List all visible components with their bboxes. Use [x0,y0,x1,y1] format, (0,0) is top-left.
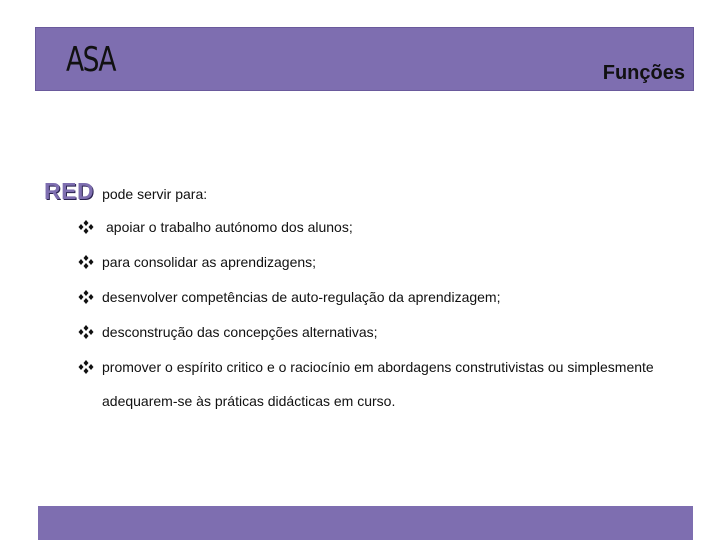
list-item-text: apoiar o trabalho autónomo dos alunos; [106,219,353,235]
list-item-text: para consolidar as aprendizagens; [102,254,317,270]
list-item [44,216,704,238]
page-title: Funções [602,62,685,84]
diamond-cluster-icon [78,220,94,234]
footer-bar [38,506,693,540]
diamond-cluster-icon [78,360,94,374]
header-bar [35,27,694,91]
main-content [44,178,704,431]
list-item [44,321,704,343]
intro-text: pode servir para: [102,186,208,202]
list-item [44,350,704,418]
diamond-cluster-icon [78,255,94,269]
list-item [44,286,704,308]
bullet-list [44,216,704,418]
list-item-text: promover o espírito critico e o raciocínio em abordagens construtivistas ou simplesmente adequarem-se às práticas didácticas em curso. [102,359,654,409]
list-item-text: desenvolver competências de auto-regulação da aprendizagem; [102,289,501,305]
intro-line [44,178,704,212]
diamond-cluster-icon [78,290,94,304]
list-item-text: desconstrução das concepções alternativas; [102,324,378,340]
diamond-cluster-icon [78,325,94,339]
list-item [44,251,704,273]
highlight-word: RED [44,178,95,204]
logo: ASA [66,40,115,80]
